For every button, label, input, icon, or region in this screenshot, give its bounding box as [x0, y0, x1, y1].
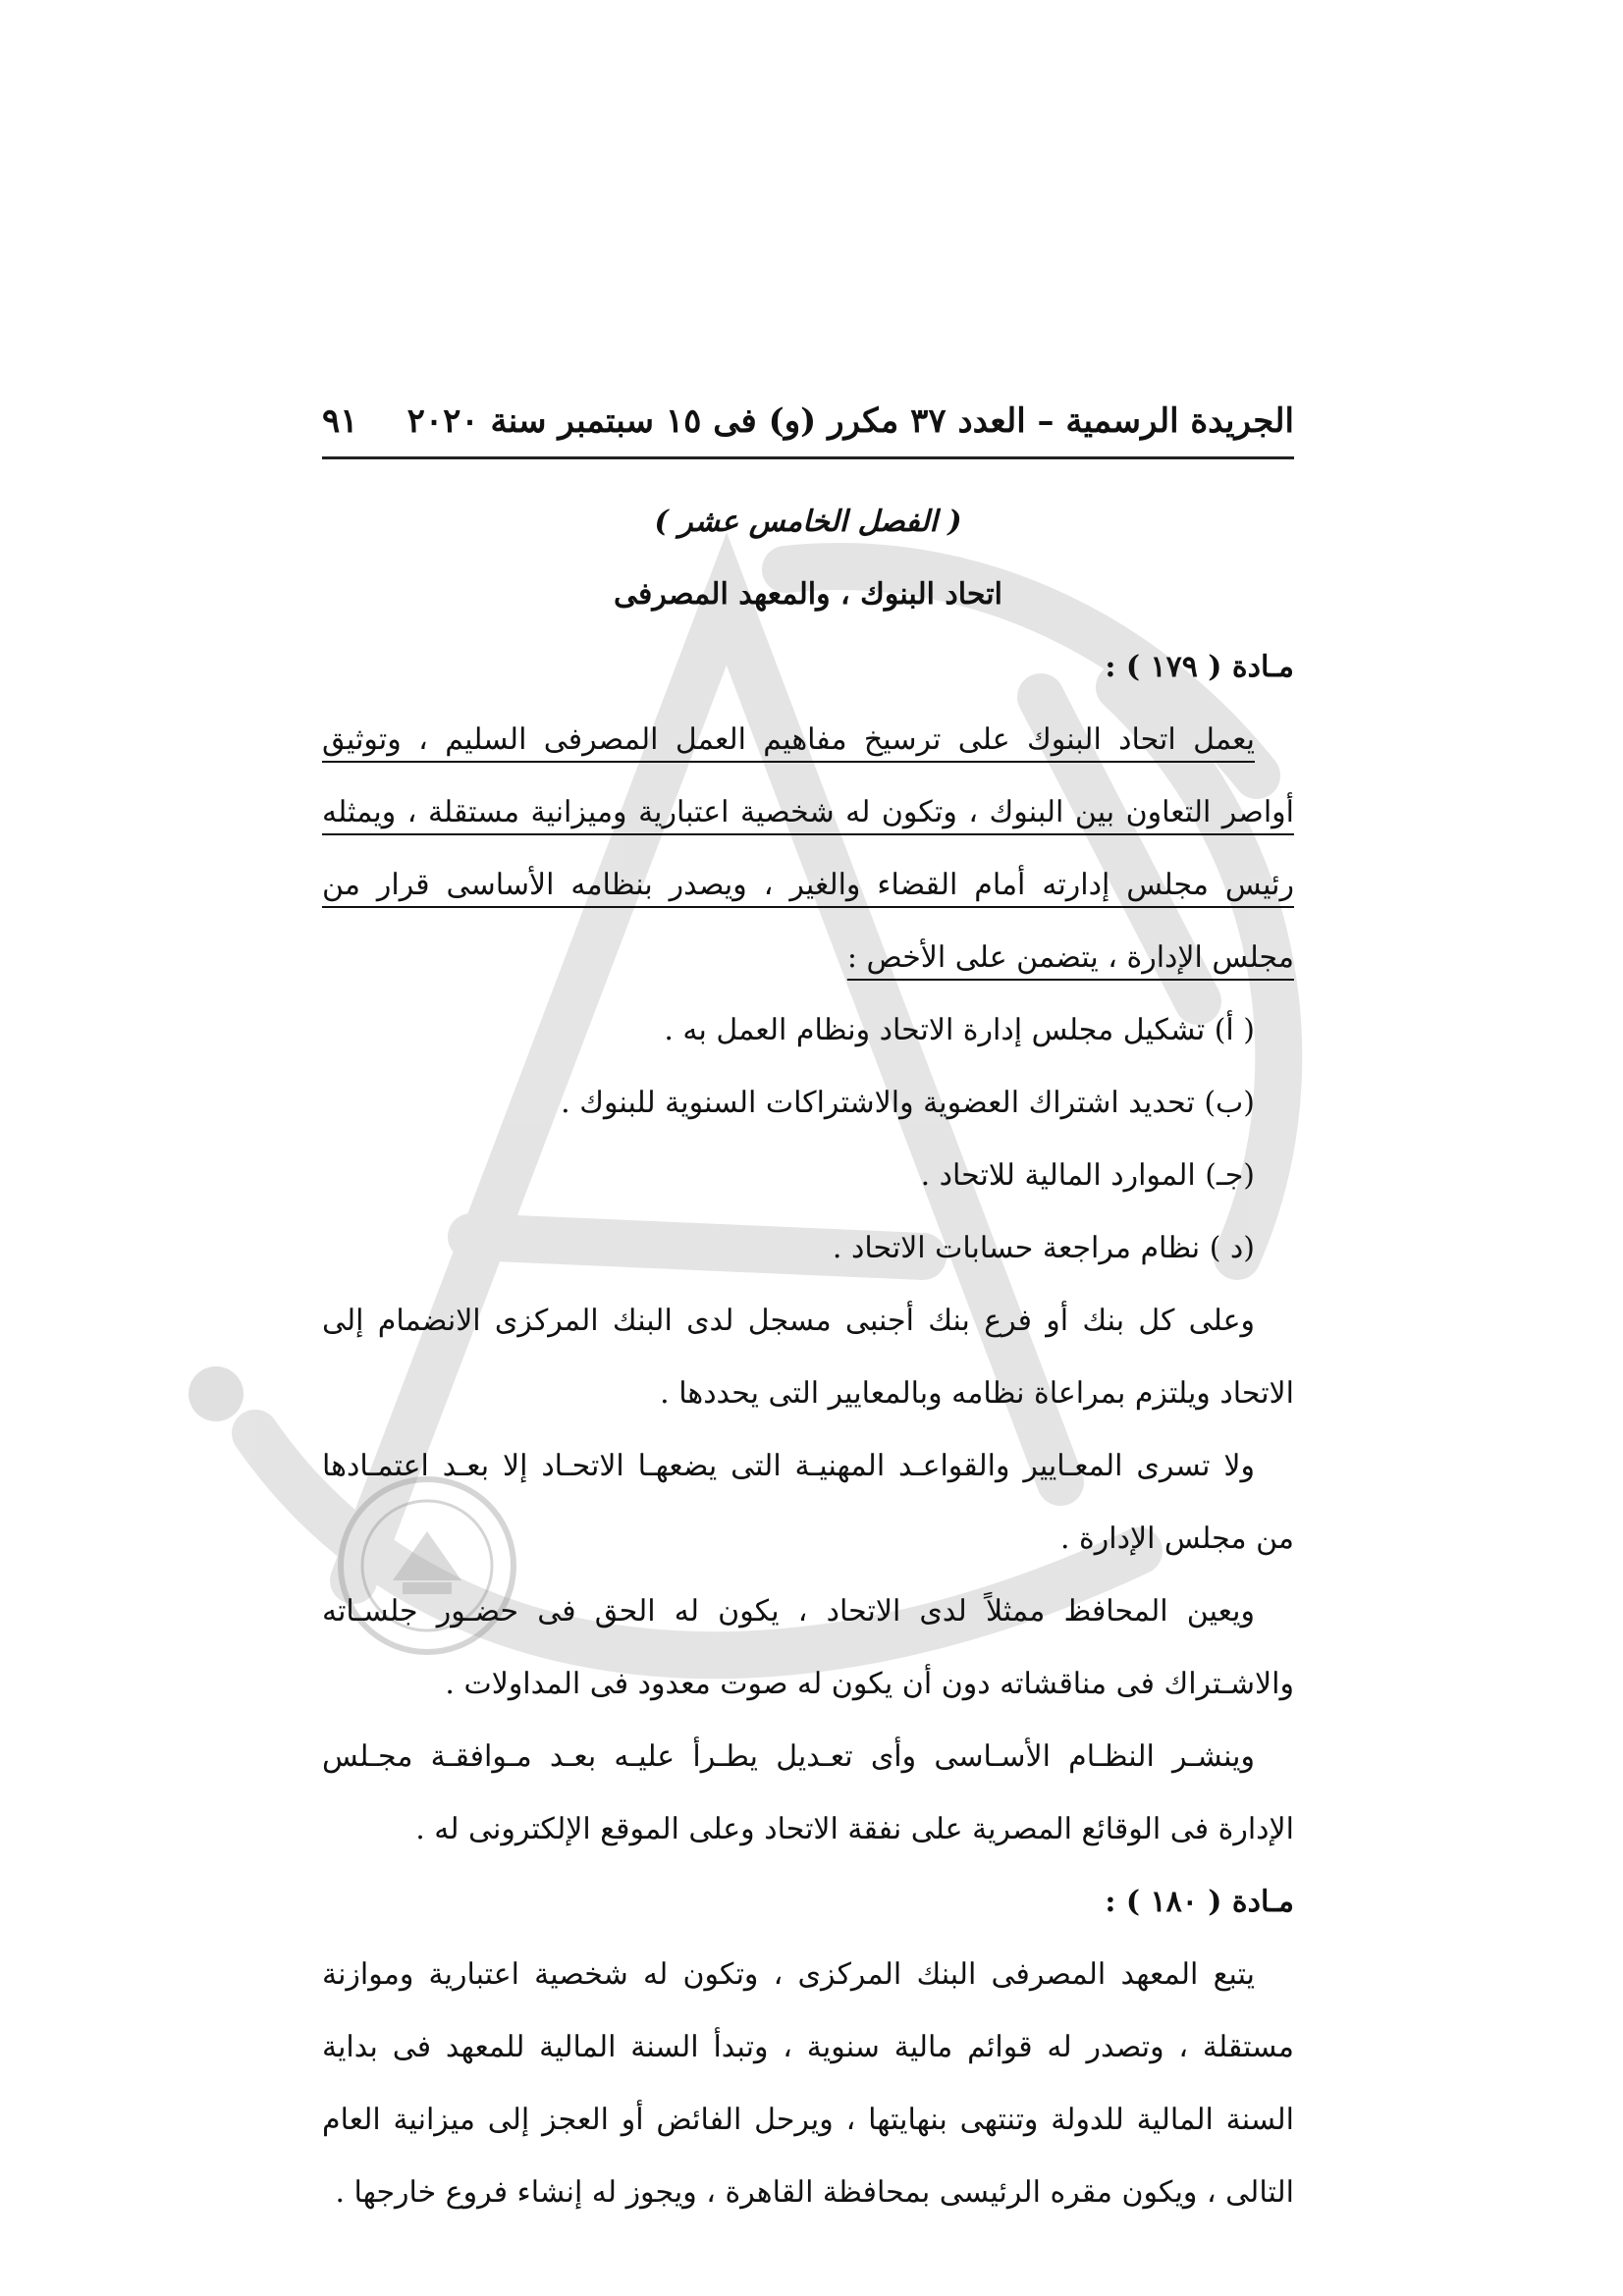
chapter-title: ( الفصل الخامس عشر )	[654, 505, 962, 539]
article-179-paragraph-3: ويعين المحافظ ممثلاً لدى الاتحاد ، يكون له الحق فى حضـور جلسـاته والاشـتراك فى مناقشاته دون أن يكون له صوت معدود فى المداولات .	[322, 1594, 1294, 1701]
page-number: ٩١	[322, 401, 358, 441]
article-180-heading: مـادة ( ١٨٠ ) :	[1105, 1885, 1294, 1919]
document-body	[322, 486, 1294, 2229]
publication-title: الجريدة الرسمية – العدد ٣٧ مكرر (و) فى ١٥ سبتمبر سنة ٢٠٢٠	[406, 401, 1294, 441]
article-179-paragraph-2: ولا تسرى المعـايير والقواعـد المهنيـة التى يضعهـا الاتحـاد إلا بعـد اعتمـادها من مجلس الإدارة .	[322, 1449, 1294, 1556]
chapter-subtitle: اتحاد البنوك ، والمعهد المصرفى	[614, 577, 1002, 612]
article-179-intro: يعمل اتحاد البنوك على ترسيخ مفاهيم العمل المصرفى السليم ، وتوثيق أواصر التعاون بين البنوك ، وتكون له شخصية اعتبارية وميزانية مستقلة ، ويمثله رئيس مجلس إدارته أمام القضاء والغير ، ويصدر بنظامه الأساسى قرار من مجلس الإدارة ، يتضمن على الأخص :	[322, 722, 1294, 975]
article-179-item-c: (جـ) الموارد المالية للاتحاد .	[920, 1158, 1255, 1193]
article-179-heading: مـادة ( ١٧٩ ) :	[1105, 650, 1294, 684]
article-179-item-a: ( أ) تشكيل مجلس إدارة الاتحاد ونظام العمل به .	[664, 1013, 1255, 1047]
article-179-item-b: (ب) تحديد اشتراك العضوية والاشتراكات السنوية للبنوك .	[561, 1086, 1255, 1120]
header-divider	[322, 456, 1294, 459]
article-179-paragraph-1: وعلى كل بنك أو فرع بنك أجنبى مسجل لدى البنك المركزى الانضمام إلى الاتحاد ويلتزم بمراعاة نظامه وبالمعايير التى يحددها .	[322, 1304, 1294, 1411]
article-180-paragraph: يتبع المعهد المصرفى البنك المركزى ، وتكون له شخصية اعتبارية وموازنة مستقلة ، وتصدر له قوائم مالية سنوية ، وتبدأ السنة المالية للمعهد فى بداية السنة المالية للدولة وتنتهى بنهايتها ، ويرحل الفائض أو العجز إلى ميزانية العام التالى ، ويكون مقره الرئيسى بمحافظة القاهرة ، ويجوز له إنشاء فروع خارجها .	[322, 1957, 1294, 2210]
article-179-item-d: (د ) نظام مراجعة حسابات الاتحاد .	[832, 1231, 1255, 1265]
article-179-paragraph-4: وينشـر النظـام الأسـاسى وأى تعـديل يطـرأ عليـه بعـد مـوافقـة مجـلس الإدارة فى الوقائع المصرية على نفقة الاتحاد وعلى الموقع الإلكترونى له .	[322, 1739, 1294, 1846]
page-header	[322, 383, 1294, 459]
